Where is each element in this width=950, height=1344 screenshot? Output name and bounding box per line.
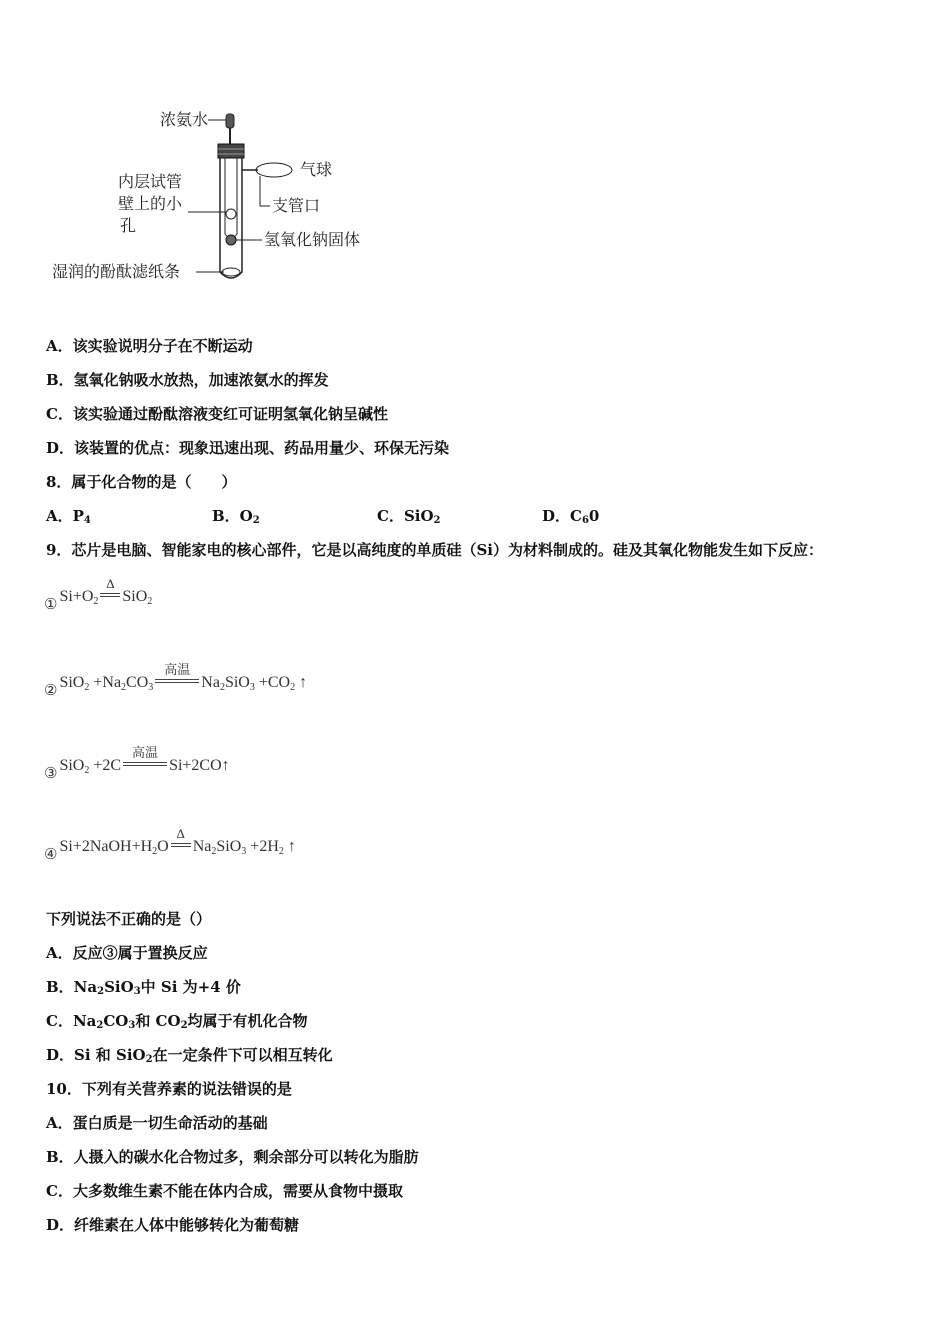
- q7-option-c: C．该实验通过酚酞溶液变红可证明氢氧化钠呈碱性: [46, 405, 388, 423]
- q10-stem: 10．下列有关营养素的说法错误的是: [46, 1080, 292, 1098]
- equation-3: ③ SiO$_2$ +2C 高温 Si+2CO↑: [44, 745, 230, 782]
- equation-number: ③: [44, 766, 58, 782]
- q7-option-a: A．该实验说明分子在不断运动: [46, 337, 253, 355]
- label-paper: 湿润的酚酞滤纸条: [52, 262, 181, 281]
- equation-number: ②: [44, 683, 58, 699]
- q7-option-d: D．该装置的优点：现象迅速出现、药品用量少、环保无污染: [46, 439, 450, 457]
- apparatus-figure: [48, 104, 378, 294]
- q9-option-d: D．Si 和 SiO$_2$在一定条件下可以相互转化: [46, 1046, 333, 1065]
- q9-option-c: C．$Na_2CO_3$和 $CO_2$均属于有机化合物: [46, 1012, 308, 1031]
- q8-option-a: A．$P_4$: [46, 507, 91, 526]
- label-inner-tube: 内层试管: [118, 172, 183, 191]
- q9-option-a: A．反应③属于置换反应: [46, 944, 208, 962]
- equation-number: ①: [44, 597, 58, 613]
- label-balloon: 气球: [300, 160, 333, 179]
- label-ammonia: 浓氨水: [160, 110, 209, 129]
- q10-option-c: C．大多数维生素不能在体内合成，需要从食物中摄取: [46, 1182, 403, 1200]
- q8-option-c: C．SiO$_2$: [377, 507, 441, 526]
- q9-question: 下列说法不正确的是（）: [46, 910, 212, 928]
- q10-option-d: D．纤维素在人体中能够转化为葡萄糖: [46, 1216, 300, 1234]
- q9-stem: 9．芯片是电脑、智能家电的核心部件，它是以高纯度的单质硅（Si）为材料制成的。硅及其氧化物能发生如下反应：: [46, 541, 823, 559]
- label-side-port: 支管口: [272, 196, 321, 215]
- equation-1: ① $Si+O_2$ Δ SiO$_2$: [44, 576, 153, 613]
- q8-option-d: D．$C_60$: [542, 507, 600, 526]
- q9-option-b: B．$Na_2SiO_3$中 Si 为+4 价: [46, 978, 241, 997]
- equation-4: ④ $Si+2NaOH+H_2O$ Δ $Na_2SiO_3 +2H_2$ ↑: [44, 826, 296, 863]
- q8-option-b: B．$O_2$: [212, 507, 260, 526]
- q7-option-b: B．氢氧化钠吸水放热，加速浓氨水的挥发: [46, 371, 329, 389]
- equation-2: ② $SiO_2 +Na_2CO_3$ 高温 $Na_2SiO_3 +CO_2$ ↑: [44, 662, 308, 699]
- label-wall-hole-2: 孔: [120, 216, 137, 235]
- label-wall-hole: 壁上的小: [118, 194, 183, 213]
- q10-option-b: B．人摄入的碳水化合物过多，剩余部分可以转化为脂肪: [46, 1148, 419, 1166]
- q10-option-a: A．蛋白质是一切生命活动的基础: [46, 1114, 268, 1132]
- q8-stem: 8．属于化合物的是（ ）: [46, 473, 237, 491]
- equation-number: ④: [44, 847, 58, 863]
- label-naoh: 氢氧化钠固体: [264, 230, 361, 249]
